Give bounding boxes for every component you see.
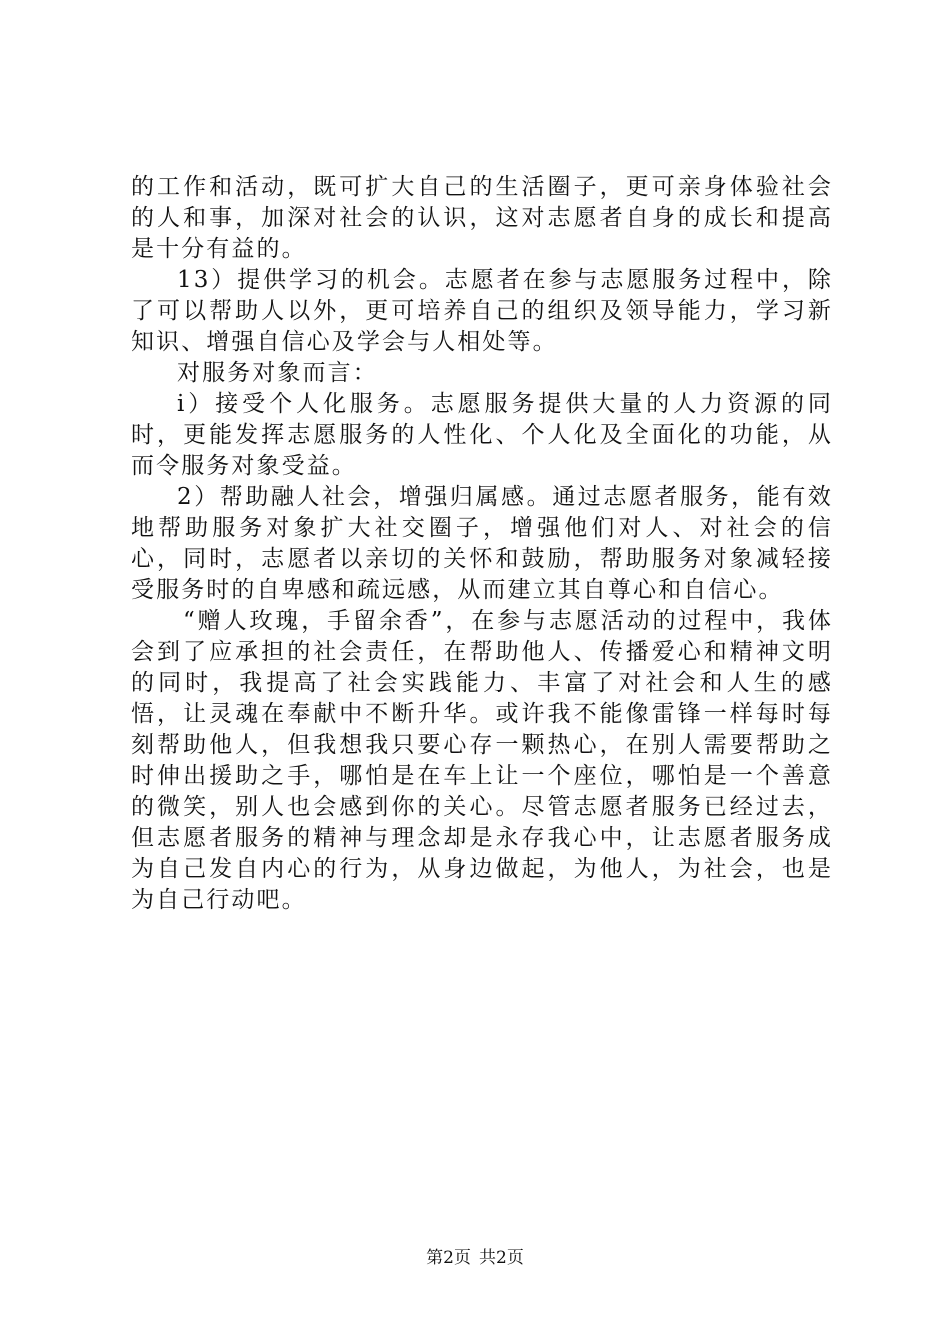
paragraph-conclusion: “赠人玫瑰，手留余香”，在参与志愿活动的过程中，我体会到了应承担的社会责任，在帮助他人、传播爱心和精神文明的同时，我提高了社会实践能力、丰富了对社会和人生的感悟，让灵魂在奉献中不断升华。或许我不能像雷锋一样每时每刻帮助他人，但我想我只要心存一颗热心，在别人需要帮助之时伸出援助之手，哪怕是在车上让一个座位，哪怕是一个善意的微笑，别人也会感到你的关心。尽管志愿者服务已经过去，但志愿者服务的精神与理念却是永存我心中，让志愿者服务成为自己发自内心的行为，从身边做起，为他人，为社会，也是为自己行动吧。: [131, 608, 833, 913]
paragraph-continuation: 的工作和活动，既可扩大自己的生活圈子，更可亲身体验社会的人和事，加深对社会的认识，这对志愿者自身的成长和提高是十分有益的。: [131, 174, 833, 262]
page-footer: [0, 1243, 950, 1268]
page-total: 共2页: [479, 1248, 524, 1268]
paragraph-social-integration: 2）帮助融人社会，增强归属感。通过志愿者服务，能有效地帮助服务对象扩大社交圈子，增强他们对人、对社会的信心，同时，志愿者以亲切的关怀和鼓励，帮助服务对象减轻接受服务时的自卑感和疏远感，从而建立其自尊心和自信心。: [131, 484, 833, 603]
document-body: [131, 172, 833, 916]
paragraph-learning-opportunity: 13）提供学习的机会。志愿者在参与志愿服务过程中，除了可以帮助人以外，更可培养自己的组织及领导能力，学习新知识、增强自信心及学会与人相处等。: [131, 267, 833, 355]
paragraph-personalized-service: i）接受个人化服务。志愿服务提供大量的人力资源的同时，更能发挥志愿服务的人性化、个人化及全面化的功能，从而令服务对象受益。: [131, 391, 833, 479]
page-number: 第2页: [426, 1248, 471, 1268]
paragraph-service-recipients-heading: 对服务对象而言：: [177, 360, 378, 386]
